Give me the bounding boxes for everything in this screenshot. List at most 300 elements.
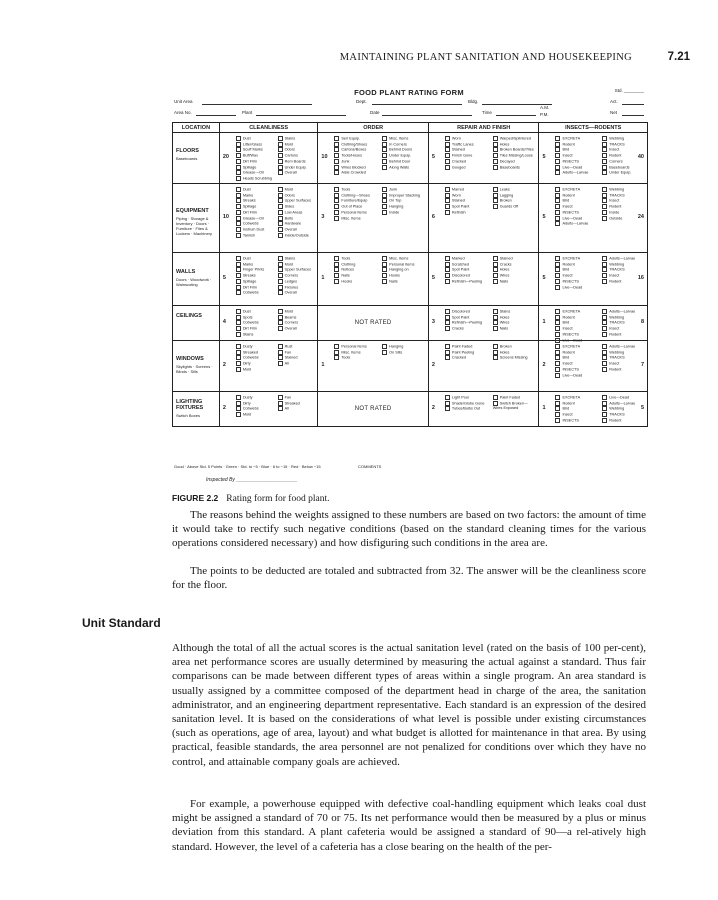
form-title: FOOD PLANT RATING FORM [354, 88, 464, 97]
checklist-item: Streaked [236, 350, 274, 356]
checklist-item: Inside [602, 210, 645, 216]
not-rated-label: NOT RATED [354, 406, 392, 413]
checklist-item: Bird [555, 406, 598, 412]
checklist-item: Cobwebs [236, 290, 274, 296]
checklist-item: Hardware [278, 221, 316, 227]
score: 5 [431, 154, 435, 160]
score: 2 [222, 405, 226, 411]
checklist-item: Stained [278, 355, 316, 361]
checklist [555, 344, 645, 378]
insects-cell [539, 253, 647, 305]
checklist [555, 187, 645, 227]
score: 2 [542, 362, 546, 368]
plant-label: Plant [242, 110, 253, 115]
time-label: Time [482, 110, 492, 115]
checklist-item: Instrum Dust [236, 227, 274, 233]
area-no-label: Area No. [174, 110, 192, 115]
checklist-item: Odors [278, 147, 316, 153]
checklist-item: Insect [602, 326, 645, 332]
checklist-item: On Sills [382, 350, 426, 356]
checklist-item: All [278, 361, 316, 367]
checklist-item: Mold [278, 309, 316, 315]
checklist [555, 395, 645, 424]
rating-form [172, 86, 646, 484]
checklist-item: EXCRETA [555, 344, 598, 350]
checklist-item: Live—Dead [555, 285, 598, 291]
checklist-item: Odors [278, 193, 316, 199]
checklist-item: Rem Boards [278, 159, 316, 165]
order-cell [318, 392, 429, 426]
insects-cell [539, 133, 647, 183]
running-title: MAINTAINING PLANT SANITATION AND HOUSEKEEPING [339, 52, 632, 63]
checklist-item: Spot Paint [445, 315, 489, 321]
col-repair: REPAIR AND FINISH [429, 123, 540, 132]
checklist-item: Corners [278, 320, 316, 326]
checklist-item: Refinish—Peeling [445, 279, 489, 285]
score: 5 [542, 214, 546, 220]
checklist-item: Traffic Lanes [445, 142, 489, 148]
checklist-item: Insect [602, 273, 645, 279]
order-cell [318, 253, 429, 305]
score: 1 [321, 275, 325, 281]
checklist-item: Live—Dead [555, 373, 598, 379]
checklist-item: Rodent [555, 315, 598, 321]
location-name: WINDOWS [176, 356, 204, 362]
location-sub: Piping · Storage & Inventory · Doors · Furniture · Files & Lockers · Machinery [176, 216, 213, 236]
checklist-item: Behind Doors [382, 147, 426, 153]
checklist-item: Adults—Larvae [602, 344, 645, 350]
checklist-item: Spots [236, 315, 274, 321]
form-row [173, 184, 647, 253]
checklist-item: Insect [555, 412, 598, 418]
std-field-label: Std. ________ [614, 88, 644, 93]
checklist-item: Wires Blocked [334, 165, 378, 171]
checklist-item: Misc. Items [382, 256, 426, 262]
total-score: 7 [640, 362, 644, 368]
total-score: 40 [637, 154, 644, 160]
checklist [334, 256, 426, 285]
checklist-item: Cobwebs [236, 320, 274, 326]
checklist-item: Marred [445, 187, 489, 193]
form-row [173, 341, 647, 392]
checklist-item: Scuff Marks [236, 147, 274, 153]
paragraph: The points to be deducted are totaled and subtracted from 32. The answer will be the cleanliness score for the floor. [172, 565, 646, 592]
checklist-item: Hanging [382, 344, 426, 350]
checklist-item: Broken Boards/Tiles [493, 147, 537, 153]
checklist-item: Adults—Larvae [555, 170, 598, 176]
repair-cell [429, 253, 540, 305]
checklist-item: INSECTS [555, 418, 598, 424]
checklist-item: Insect [555, 361, 598, 367]
checklist-item: EXCRETA [555, 395, 598, 401]
checklist-item: Holes [493, 350, 537, 356]
checklist-item: Stained [445, 147, 489, 153]
checklist-item: Cobwebs [236, 355, 274, 361]
checklist-item: Misc. Items [382, 136, 426, 142]
checklist-item: Rodent [555, 262, 598, 268]
checklist-item: Mold [278, 142, 316, 148]
form-row [173, 253, 647, 306]
score: 2 [431, 362, 435, 368]
location-sub: Switch Boxes [176, 413, 201, 418]
checklist-item: Spillage [236, 204, 274, 210]
bldg-label: Bldg. [468, 99, 479, 104]
checklist-item: Screens Missing [493, 355, 537, 361]
checklist-item: Worn [445, 136, 489, 142]
checklist [334, 344, 426, 361]
checklist-item: Tools [334, 355, 378, 361]
checklist-item: Corners [278, 273, 316, 279]
checklist-item: TRACKS [602, 355, 645, 361]
total-score: 24 [637, 214, 644, 220]
checklist-item: Cracked [445, 355, 489, 361]
checklist [555, 136, 645, 176]
checklist-item: Warped/Splintered [493, 136, 537, 142]
checklist-item: Rodent [555, 193, 598, 199]
checklist-item: Nails [493, 326, 537, 332]
checklist [445, 309, 537, 332]
checklist-item: Insect [555, 326, 598, 332]
score: 2 [222, 362, 226, 368]
checklist-item: Seri Equip. [334, 136, 378, 142]
repair-cell [429, 306, 540, 340]
checklist-item: Guards Off [493, 204, 537, 210]
checklist-item: Rust [278, 344, 316, 350]
checklist-item: Clothing/Shoes [334, 142, 378, 148]
dept-label: Dept. [356, 99, 367, 104]
checklist-item: Tubes/Bulbs Out [445, 406, 489, 412]
checklist-item: Holes [493, 142, 537, 148]
checklist-item: Rodent [602, 332, 645, 338]
comments-label: COMMENTS [358, 464, 382, 469]
score: 4 [222, 319, 226, 325]
checklist-item: Live—Dead [555, 216, 598, 222]
checklist-item: Wires [493, 320, 537, 326]
form-row [173, 306, 647, 341]
location-cell [173, 133, 220, 183]
checklist-item: Hanging [382, 204, 426, 210]
checklist-item: Sides [278, 204, 316, 210]
checklist-item: Worn [445, 193, 489, 199]
checklist-item: Finish Gone [445, 153, 489, 159]
checklist-item: Personal Items [382, 262, 426, 268]
checklist-item: Paint Faded [445, 344, 489, 350]
checklist-item: Upper Surfaces [278, 267, 316, 273]
checklist-item: TRACKS [602, 267, 645, 273]
checklist-item: Streaks [236, 198, 274, 204]
clean-cell [220, 392, 319, 426]
score: 1 [321, 362, 325, 368]
checklist-item: Cracks [493, 262, 537, 268]
checklist-item: Rodent [602, 418, 645, 424]
unit-area-label: Unit Area [174, 99, 193, 104]
checklist-item: Tools/Hoses [334, 153, 378, 159]
checklist-item: Ledges [278, 279, 316, 285]
order-cell [318, 306, 429, 340]
checklist-item: TRACKS [602, 412, 645, 418]
checklist-item: Corners [602, 159, 645, 165]
checklist-item: Cartons [278, 153, 316, 159]
checklist-item: Out of Place [334, 204, 378, 210]
col-order: ORDER [318, 123, 429, 132]
score: 5 [542, 154, 546, 160]
checklist-item: Nails [382, 279, 426, 285]
checklist-item: Under Equip. [278, 165, 316, 171]
checklist-item: Rodent [602, 153, 645, 159]
checklist-item: Hooks [382, 273, 426, 279]
checklist-item: Furniture/Equip [334, 198, 378, 204]
checklist-item: EXCRETA [555, 187, 598, 193]
location-cell [173, 392, 220, 426]
checklist-item: Overall [278, 290, 316, 296]
not-rated-label: NOT RATED [354, 320, 392, 327]
checklist-item: Overall [278, 227, 316, 233]
checklist-item: INSECTS [555, 210, 598, 216]
figure-caption-text: Rating form for food plant. [226, 494, 330, 504]
date-label: Date [370, 110, 380, 115]
checklist-item: Discolored [445, 273, 489, 279]
checklist-item: INSECTS [555, 159, 598, 165]
checklist-item: Junk [334, 159, 378, 165]
checklist-item: Nails [334, 273, 378, 279]
checklist [334, 187, 426, 221]
checklist-item: Mold [236, 412, 274, 418]
total-score: 16 [637, 275, 644, 281]
score: 6 [431, 214, 435, 220]
checklist-item: Tools [334, 187, 378, 193]
checklist [445, 344, 537, 361]
checklist-item: Mold [236, 367, 274, 373]
checklist-item: Notices [334, 267, 378, 273]
checklist-item: Adults—Larvae [602, 401, 645, 407]
net-label: Net [610, 110, 618, 115]
checklist-item: Stained [445, 198, 489, 204]
checklist-item: Streaked [278, 401, 316, 407]
checklist-item: Overall [278, 326, 316, 332]
checklist-item: Nails [493, 279, 537, 285]
col-cleanliness: CLEANLINESS [220, 123, 319, 132]
location-cell [173, 253, 220, 305]
checklist-item: Dirt Film [236, 285, 274, 291]
checklist-item: Decayed [493, 159, 537, 165]
repair-cell [429, 184, 540, 252]
checklist [236, 256, 316, 296]
checklist-item: Stains [236, 332, 274, 338]
checklist-item: Bird [555, 198, 598, 204]
score: 1 [542, 405, 546, 411]
checklist-item: Adults—Larvae [555, 221, 598, 227]
checklist-item: On Top [382, 198, 426, 204]
location-sub: Baseboards [176, 156, 198, 161]
checklist-item: Marked [445, 256, 489, 262]
checklist-item: Gouged [445, 165, 489, 171]
col-insects: INSECTS—RODENTS [565, 124, 622, 131]
checklist [236, 187, 316, 238]
score: 10 [222, 214, 229, 220]
checklist-item: Rodent [602, 279, 645, 285]
checklist-item: Improper Stacking [382, 193, 426, 199]
checklist-item: Refinish—Peeling [445, 320, 489, 326]
checklist-item: Webbing [602, 136, 645, 142]
checklist-item: Misc. Items [334, 216, 378, 222]
paragraph: For example, a powerhouse equipped with defective coal-handling equipment which leaks coal dust might be assigned a standard of 70 or 75. Its net performance would then be measured by a plus or minus deviation from this standard. A plant cafeteria would be assigned a standard of 90—a rel-atively high standard. However, the level of a cafeteria has a close bearing on the health of the per- [172, 798, 646, 853]
checklist-item: Heads Scrubbing [236, 176, 274, 182]
form-row [173, 133, 647, 184]
checklist-item: Buff/Wax [236, 153, 274, 159]
insects-cell [539, 306, 647, 343]
checklist-item: Marks [236, 193, 274, 199]
repair-cell [429, 392, 540, 426]
checklist-item: Personal Items [334, 344, 378, 350]
checklist-item: TRACKS [602, 142, 645, 148]
checklist-item: Tiles Missing/Loose [493, 153, 537, 159]
page-number: 7.21 [667, 51, 690, 63]
checklist-item: Baseboards [493, 165, 537, 171]
checklist-item: Insect [555, 153, 598, 159]
clean-cell [220, 253, 319, 305]
figure-label: FIGURE 2.2 [172, 493, 219, 503]
checklist-item: Live—Dead [555, 338, 598, 344]
score: 5 [542, 275, 546, 281]
am-label: A.M. [540, 105, 550, 110]
checklist-item: Clothing [334, 262, 378, 268]
checklist [555, 256, 645, 290]
checklist-item: Dirty [236, 361, 274, 367]
checklist-item: EXCRETA [555, 136, 598, 142]
checklist-item: Light Poor [445, 395, 489, 401]
checklist-item: Inside/Outside [278, 233, 316, 239]
checklist-item: Cracks [445, 326, 489, 332]
checklist-item: Dirt Film [236, 326, 274, 332]
checklist-item: Litter/Glass [236, 142, 274, 148]
total-score: 5 [640, 405, 644, 411]
paragraph: The reasons behind the weights assigned to these numbers are based on two factors: the amount of time it would take to rectify such negative conditions (based on the standard cleaning times for the various operations considered necessary) and how disfiguring such conditions in the area are. [172, 509, 646, 550]
checklist-item: Under Equip. [382, 153, 426, 159]
checklist-item: Rodent [602, 367, 645, 373]
checklist-item: Misc. Items [334, 350, 378, 356]
checklist-item: Dust [236, 136, 274, 142]
checklist [555, 309, 645, 343]
checklist-item: Upper Surfaces [278, 198, 316, 204]
location-sub: Skylights · Screens · Blinds · Sills [176, 364, 213, 374]
clean-cell [220, 341, 319, 391]
clean-cell [220, 306, 319, 340]
col-location: LOCATION [173, 123, 220, 132]
checklist-item: Behind Door [382, 159, 426, 165]
checklist-item: Hooks [334, 279, 378, 285]
checklist-item: Spillage [236, 279, 274, 285]
checklist-item: Holes [493, 315, 537, 321]
location-sub: Doors · Woodwork · Wainscoting [176, 277, 212, 287]
checklist-item: Spillage [236, 165, 274, 171]
checklist-item: Bird [555, 147, 598, 153]
order-cell [318, 184, 429, 252]
score: 1 [542, 319, 546, 325]
repair-cell [429, 341, 540, 391]
checklist-item: Cartons/Boxes [334, 147, 378, 153]
checklist [334, 136, 426, 176]
checklist-item: Cobwebs [236, 221, 274, 227]
checklist-item: Dust [236, 256, 274, 262]
checklist-item: INSECTS [555, 279, 598, 285]
checklist-item: Finger Prints [236, 267, 274, 273]
checklist-item: TRACKS [602, 320, 645, 326]
checklist-item: Bird [555, 355, 598, 361]
checklist-item: Adults—Larvae [602, 309, 645, 315]
checklist-item: Spot Paint [445, 267, 489, 273]
checklist [445, 395, 537, 412]
score: 5 [431, 275, 435, 281]
order-cell [318, 341, 429, 391]
checklist-item: Tools [334, 256, 378, 262]
checklist-item: Insect [602, 361, 645, 367]
checklist-item: Dirt Film [236, 159, 274, 165]
order-cell [318, 133, 429, 183]
checklist-item: Shade/Globe Gone [445, 401, 489, 407]
checklist [236, 344, 316, 373]
checklist [236, 136, 316, 182]
checklist-item: Insect [555, 273, 598, 279]
checklist-item: Under Equip. [602, 170, 645, 176]
checklist-item: Paint Peeling [445, 350, 489, 356]
checklist-item: Cobwebs [236, 406, 274, 412]
checklist-item: Junk [382, 187, 426, 193]
rating-grid [172, 122, 648, 427]
paragraph: Although the total of all the actual scores is the actual sanitation level (rated on the basis of 100 per-cent), area net performance scores are usually determined by measuring the actual against a standard. Thus fair comparisons can be made between different types of areas within a single program. An area standard is usually assigned by a committee composed of the department head in charge of the area, the sanitation administrator, and an engineering department representative. Each standard is an expression of the desired sanitation level. It is based on the considerations of what level is possible under existing circumstances (such as operations, age of area, layout) and what budget is allotted for maintenance in that area. By using practical, feasible standards, the area personnel are not penalized for conditions over which they have no control, and attainable company goals are achieved. [172, 642, 646, 768]
checklist [445, 136, 537, 170]
checklist-item: Insect [602, 147, 645, 153]
checklist-item: Fan [278, 395, 316, 401]
pm-label: P.M. [540, 112, 549, 117]
column-headers [173, 123, 647, 133]
checklist-item: All [278, 406, 316, 412]
act-label: Act. [610, 99, 618, 104]
checklist-item: Cracked [445, 159, 489, 165]
checklist-item: Webbing [602, 350, 645, 356]
location-cell [173, 341, 220, 391]
checklist-item: Wires [493, 273, 537, 279]
checklist-item: Dusty [236, 395, 274, 401]
checklist [445, 256, 537, 285]
checklist-item: Baseboards [602, 165, 645, 171]
checklist-item: Dirt Film [236, 210, 274, 216]
checklist-item: Grease—Oil [236, 170, 274, 176]
checklist-item: Stained [493, 256, 537, 262]
checklist-item: Spot Paint [445, 204, 489, 210]
checklist-item: Switch Broken—Wires Exposed [493, 401, 537, 412]
checklist-item: Refinish [445, 210, 489, 216]
checklist-item: Stains [278, 136, 316, 142]
location-name: EQUIPMENT [176, 208, 209, 214]
checklist-item: Scratched [445, 262, 489, 268]
clean-cell [220, 184, 319, 252]
checklist-item: Outside [602, 216, 645, 222]
checklist-item: Streaks [236, 273, 274, 279]
checklist-item: Webbing [602, 406, 645, 412]
location-name: LIGHTING FIXTURES [176, 399, 204, 411]
location-name: WALLS [176, 269, 196, 275]
checklist-item: Bird [555, 320, 598, 326]
clean-cell [220, 133, 319, 183]
checklist-item: INSECTS [555, 367, 598, 373]
checklist-item: Live—Dead [555, 165, 598, 171]
checklist-item: Personal Items [334, 210, 378, 216]
insects-cell [539, 392, 647, 426]
checklist-item: Webbing [602, 262, 645, 268]
checklist-item: Webbing [602, 315, 645, 321]
insects-cell [539, 184, 647, 252]
checklist [236, 395, 316, 418]
